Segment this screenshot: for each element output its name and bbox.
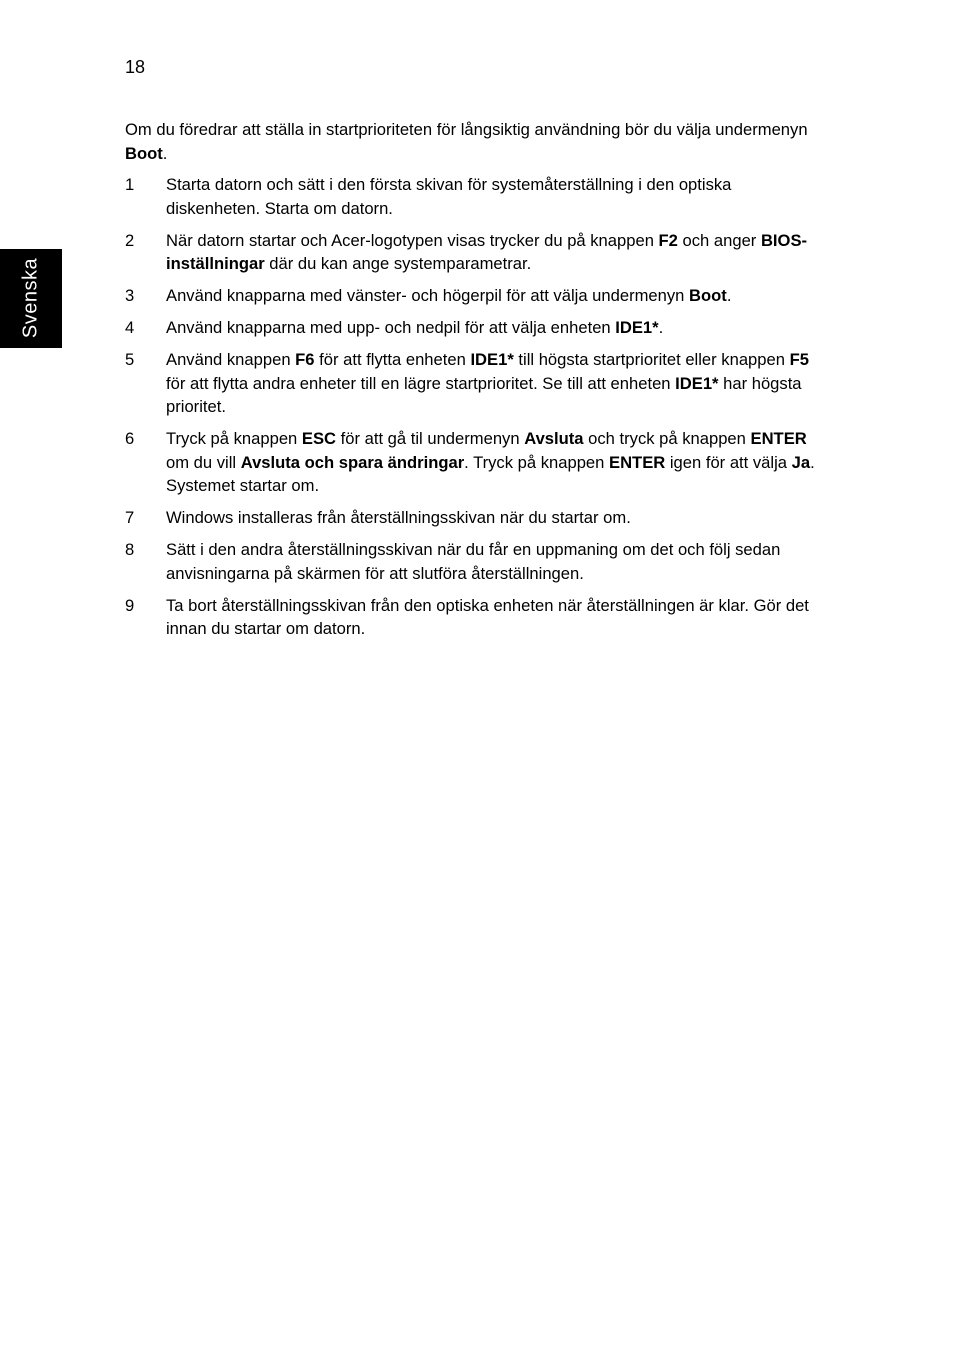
step-text: och anger <box>677 230 761 250</box>
step-bold-term: Avsluta <box>524 429 584 448</box>
step-text: igen för att välja <box>665 452 792 472</box>
step-bold-term: F5 <box>789 350 809 369</box>
step-number: 8 <box>125 540 135 559</box>
list-item <box>125 316 815 340</box>
step-text: Använd knapparna med upp- och nedpil för att välja enheten <box>166 318 616 337</box>
step-number: 1 <box>125 175 135 194</box>
step-text: och tryck på knappen <box>583 429 751 448</box>
intro-text: . <box>162 143 168 163</box>
side-tab-label: Svenska <box>19 257 42 339</box>
list-item <box>125 506 815 530</box>
step-bold-term: BIOS-inställningar <box>166 230 808 273</box>
intro-bold-term: Boot <box>125 143 163 163</box>
list-item <box>125 229 815 276</box>
step-text: Tryck på knappen <box>166 429 302 448</box>
step-bold-term: F2 <box>658 230 678 250</box>
step-number: 5 <box>125 350 135 369</box>
step-text: Använd knapparna med vänster- och högerpil för att välja undermenyn <box>166 286 690 305</box>
step-text: där du kan ange systemparametrar. <box>264 254 532 273</box>
step-bold-term: IDE1* <box>470 350 514 369</box>
step-text: om du vill <box>166 452 241 472</box>
intro-text: Om du föredrar att ställa in startprioriteten för långsiktig användning bör du välja undermenyn <box>125 120 808 139</box>
step-bold-term: ESC <box>301 429 337 448</box>
step-bold-term: ENTER <box>609 452 666 472</box>
steps-list <box>125 173 815 641</box>
step-text: för att gå til undermenyn <box>336 429 525 448</box>
list-item <box>125 284 815 308</box>
step-text: Windows installeras från återställningsskivan när du startar om. <box>166 508 631 527</box>
step-number: 7 <box>125 508 135 527</box>
list-item <box>125 173 815 220</box>
step-text: Ta bort återställningsskivan från den optiska enheten när återställningen är klar. Gör det innan du startar om datorn. <box>166 595 809 638</box>
step-number: 9 <box>125 595 135 615</box>
step-bold-term: Boot <box>689 286 727 305</box>
list-item <box>125 594 815 641</box>
step-bold-term: IDE1* <box>675 373 719 393</box>
step-text: har högsta prioritet. <box>166 373 802 416</box>
page-number: 18 <box>125 57 146 77</box>
list-item <box>125 348 815 419</box>
step-text: När datorn startar och Acer-logotypen visas trycker du på knappen <box>166 230 659 250</box>
step-text: till högsta startprioritet eller knappen <box>513 350 790 369</box>
step-text: . Systemet startar om. <box>166 452 815 495</box>
list-item <box>125 538 815 585</box>
step-bold-term: Avsluta och spara ändringar <box>240 452 465 472</box>
step-bold-term: Ja <box>791 452 811 472</box>
language-side-tab <box>0 249 62 348</box>
step-number: 4 <box>125 318 135 337</box>
step-number: 3 <box>125 286 135 305</box>
step-number: 6 <box>125 429 135 448</box>
step-bold-term: ENTER <box>750 429 807 448</box>
step-text: . Tryck på knappen <box>464 452 609 472</box>
step-text: för att flytta andra enheter till en lägre startprioritet. Se till att enheten <box>166 373 676 393</box>
list-item <box>125 427 815 498</box>
step-bold-term: IDE1* <box>615 318 659 337</box>
step-number: 2 <box>125 230 135 250</box>
step-text: . <box>726 286 732 305</box>
step-bold-term: F6 <box>295 350 315 369</box>
step-text: . <box>658 318 664 337</box>
step-text: Sätt i den andra återställningsskivan när du får en uppmaning om det och följ sedan anvisningarna på skärmen för att slutföra återställningen. <box>166 540 781 583</box>
step-text: Använd knappen <box>166 350 296 369</box>
step-text: Starta datorn och sätt i den första skivan för systemåterställning i den optiska diskenheten. Starta om datorn. <box>166 175 732 218</box>
document-body <box>125 118 815 649</box>
intro-paragraph <box>125 118 815 165</box>
step-text: för att flytta enheten <box>314 350 471 369</box>
